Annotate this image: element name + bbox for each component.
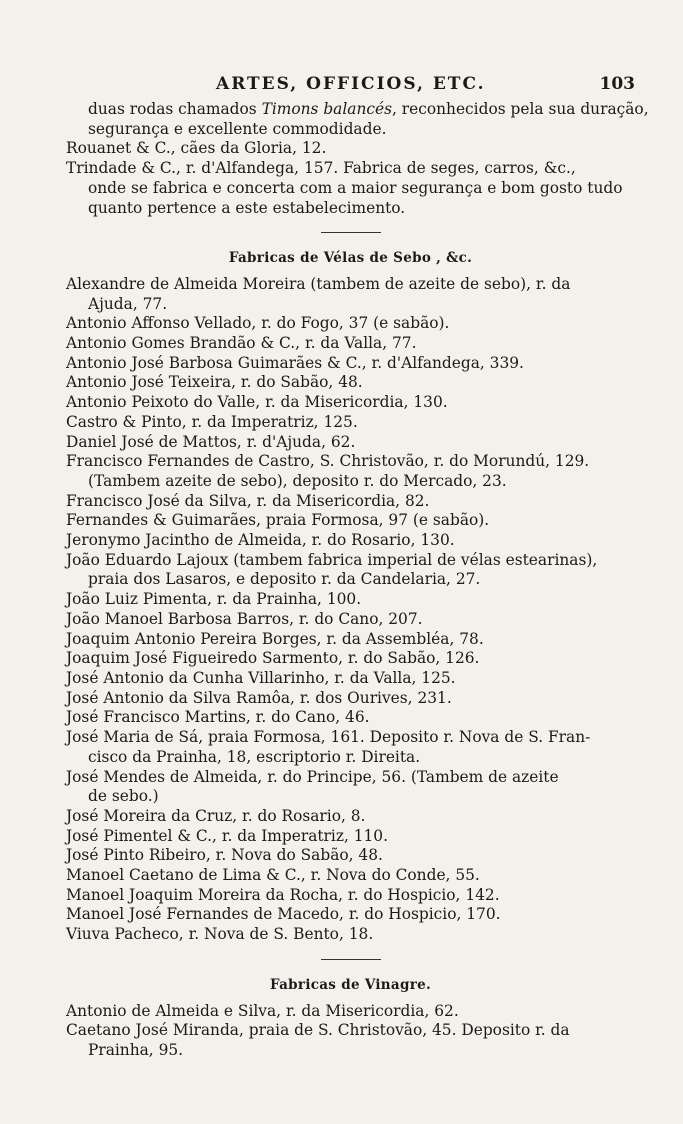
running-title: ARTES, OFFICIOS, ETC. [216,74,486,94]
intro-line: duas rodas chamados Timons balancés, reconhecidos pela sua duração, [88,100,649,118]
running-head [66,74,635,98]
intro-line: segurança e excellente commodidade. [88,119,387,138]
list-item: João Manoel Barbosa Barros, r. do Cano, 207. [66,609,423,628]
list-item: Antonio de Almeida e Silva, r. da Misericordia, 62. [66,1001,459,1020]
velas-list [66,275,635,945]
section-heading-vinagre: Fabricas de Vinagre. [269,976,432,993]
section-divider [321,232,381,233]
list-item: José Moreira da Cruz, r. do Rosario, 8. [66,806,366,825]
list-item: Joaquim Antonio Pereira Borges, r. da Assembléa, 78. [66,629,484,648]
list-item: Jeronymo Jacintho de Almeida, r. do Rosario, 130. [66,531,455,550]
list-item: Antonio Peixoto do Valle, r. da Misericordia, 130. [66,393,448,412]
section-divider [321,959,381,960]
list-item: Francisco José da Silva, r. da Misericordia, 82. [66,491,430,510]
list-item: Francisco Fernandes de Castro, S. Christovão, r. do Morundú, 129. (Tambem azeite de sebo), deposito r. do Mercado, 23. [66,452,590,490]
list-item: José Pimentel & C., r. da Imperatriz, 110. [66,826,388,845]
list-item: José Maria de Sá, praia Formosa, 161. Deposito r. Nova de S. Fran- cisco da Prainha, 18, escriptorio r. Direita. [66,728,591,766]
list-item: Castro & Pinto, r. da Imperatriz, 125. [66,412,358,431]
list-item: Manoel Caetano de Lima & C., r. Nova do Conde, 55. [66,866,480,885]
section-heading-velas: Fabricas de Vélas de Sebo , &c. [228,250,473,267]
list-item: Daniel José de Mattos, r. d'Ajuda, 62. [66,432,356,451]
intro-line: quanto pertence a este estabelecimento. [88,198,406,217]
list-item: José Pinto Ribeiro, r. Nova do Sabão, 48. [66,846,383,865]
vinagre-list [66,1002,635,1061]
list-item: Fernandes & Guimarães, praia Formosa, 97 (e sabão). [66,511,490,530]
list-item: Manoel José Fernandes de Macedo, r. do Hospicio, 170. [66,905,501,924]
list-item: José Antonio da Silva Ramôa, r. dos Ourives, 231. [66,688,452,707]
intro-line: Trindade & C., r. d'Alfandega, 157. Fabrica de seges, carros, &c., [66,159,576,178]
list-item: Manoel Joaquim Moreira da Rocha, r. do Hospicio, 142. [66,885,500,904]
list-item: Antonio José Teixeira, r. do Sabão, 48. [66,373,363,392]
list-item: Viuva Pacheco, r. Nova de S. Bento, 18. [66,925,374,944]
list-item: Alexandre de Almeida Moreira (tambem de azeite de sebo), r. da Ajuda, 77. [66,274,571,313]
list-item: João Eduardo Lajoux (tambem fabrica imperial de vélas estearinas), praia dos Lasaros, e deposito r. da Candelaria, 27. [66,550,598,589]
list-item: Antonio José Barbosa Guimarães & C., r. d'Alfandega, 339. [66,353,524,372]
body-text [66,100,649,1061]
intro-line: Rouanet & C., cães da Gloria, 12. [66,139,327,158]
list-item: Caetano José Miranda, praia de S. Christovão, 45. Deposito r. da Prainha, 95. [66,1021,570,1059]
page-number: 103 [599,74,635,94]
intro-line: onde se fabrica e concerta com a maior segurança e bom gosto tudo [88,178,623,197]
list-item: José Mendes de Almeida, r. do Principe, 56. (Tambem de azeite de sebo.) [66,767,559,806]
list-item: José Francisco Martins, r. do Cano, 46. [66,708,370,727]
list-item: José Antonio da Cunha Villarinho, r. da Valla, 125. [66,668,456,687]
list-item: João Luiz Pimenta, r. da Prainha, 100. [66,590,362,609]
list-item: Joaquim José Figueiredo Sarmento, r. do Sabão, 126. [66,649,480,668]
list-item: Antonio Affonso Vellado, r. do Fogo, 37 (e sabão). [66,314,450,333]
list-item: Antonio Gomes Brandão & C., r. da Valla, 77. [66,334,417,353]
italic-term: Timons balancés [261,100,392,118]
